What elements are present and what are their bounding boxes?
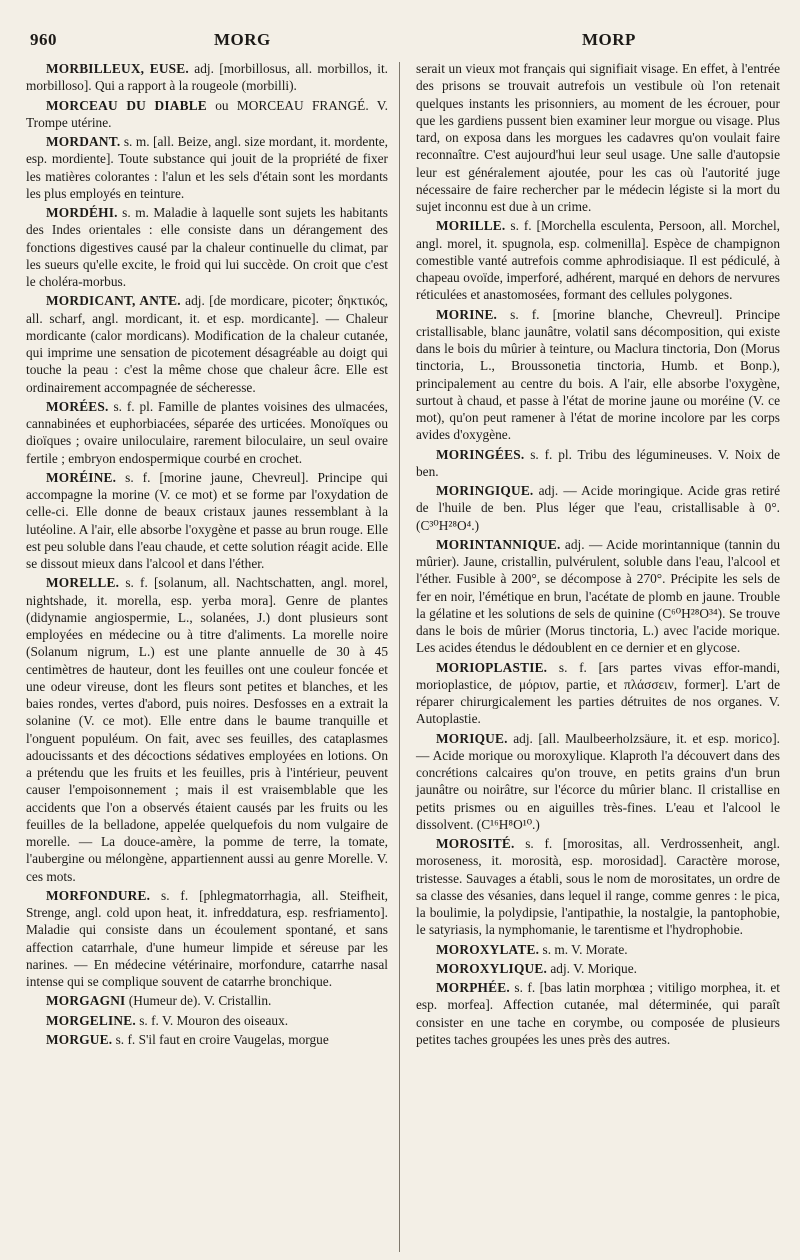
- entry-headword: MORILLE.: [436, 218, 506, 234]
- dictionary-entry: [416, 960, 780, 977]
- dictionary-entry: [26, 1012, 388, 1029]
- dictionary-entry: [26, 60, 388, 95]
- right-guide-word: MORP: [582, 30, 636, 49]
- left-column: [26, 60, 388, 1050]
- dictionary-entry: [416, 60, 780, 215]
- dictionary-entry: [26, 292, 388, 396]
- entry-text: (Humeur de). V. Cristallin.: [128, 993, 272, 1009]
- right-column: [416, 60, 780, 1050]
- dictionary-entry: [416, 730, 780, 834]
- entry-text: s. f. S'il faut en croire Vaugelas, morgue: [115, 1031, 329, 1047]
- entry-text: adj. [de mordicare, picoter; δηκτικός, all. scharf, angl. mordicant, it. et esp. mordicante]. — Chaleur mordicante (calor mordicans). Modification de la chaleur cutanée, qui imprime une sensation de picotement désagréable au doigt qui touche la peau : c'est la même chose que chaleur âcre. Elle est ordinairement accompagnée de sécheresse.: [26, 293, 388, 395]
- dictionary-entry: [416, 941, 780, 958]
- entry-headword: MOROSITÉ.: [436, 836, 515, 851]
- dictionary-entry: [416, 536, 780, 657]
- entry-headword: MORCEAU DU DIABLE: [46, 97, 207, 113]
- entry-text: s. m. [all. Beize, angl. size mordant, it. mordente, esp. mordiente]. Toute substance qui jouit de la propriété de fixer les matières colorantes : l'alun et les sels d'étain sont les mordants les plus employés en teinture.: [26, 134, 388, 201]
- dictionary-entry: [416, 217, 780, 303]
- entry-headword: MOROXYLIQUE.: [436, 960, 548, 976]
- entry-headword: MORÉES.: [46, 398, 109, 414]
- page-number: 960: [30, 30, 57, 49]
- entry-headword: MORBILLEUX, EUSE.: [46, 61, 189, 76]
- entry-text: s. m. V. Morate.: [542, 941, 628, 957]
- dictionary-entry: [26, 1031, 388, 1048]
- entry-headword: MORPHÉE.: [436, 980, 510, 995]
- dictionary-entry: [26, 469, 388, 573]
- entry-text: s. f. V. Mouron des oiseaux.: [139, 1012, 289, 1028]
- dictionary-entry: [26, 398, 388, 467]
- entry-headword: MORGELINE.: [46, 1012, 136, 1028]
- entry-headword: MORDICANT, ANTE.: [46, 293, 181, 309]
- dictionary-entry: [416, 835, 780, 939]
- left-guide-word: MORG: [214, 30, 271, 49]
- entry-text: adj. — Acide morintannique (tannin du mûrier). Jaune, cristallin, pulvérulent, soluble dans l'eau, l'alcool et l'éther. Fusible à 200°, se décompose à 270°. Précipite les sels de fer en noir, l'émétique en brun, l'acétate de plomb en jaune. Trouble la gélatine et les solutions de sels de quinine (C⁶⁰H²⁸O³⁴). Se trouve dans le bois de mûrier (Morus tinctoria, L.) avec l'acide morique. Les acides étendus le dédoublent en ce dernier et en glycose.: [416, 536, 780, 656]
- entry-text: adj. — Acide moringique. Acide gras retiré de l'huile de ben. Plus léger que l'eau, cristallisable à 0°. (C³⁰H²⁸O⁴.): [416, 483, 780, 533]
- entry-headword: MORÉINE.: [46, 469, 117, 485]
- entry-text: ou MORCEAU FRANGÉ. V. Trompe utérine.: [26, 97, 388, 130]
- entry-headword: MORGUE.: [46, 1031, 113, 1047]
- columns: [26, 60, 780, 1050]
- dictionary-entry: [416, 979, 780, 1048]
- entry-text: s. f. [phlegmatorrhagia, all. Steifheit, Strenge, angl. cold upon heat, it. infreddatura, esp. resfriamento]. Maladie qui consiste dans un écoulement spontané, et sans affection catarrhale, d'une humeur limpide et séreuse par les narines. — En médecine vétérinaire, morfondure, catarrhe nasal intense qui se complique souvent de catarrhe bronchique.: [26, 887, 388, 989]
- entry-headword: MORELLE.: [46, 575, 120, 591]
- entry-text: serait un vieux mot français qui signifiait visage. En effet, à l'entrée des prisons se trouvait autrefois un vestibule où l'on retenait quelques instants les prisonniers, au moment de les écrouer, pour que les gardiens pussent bien examiner leur morgue ou visage. Plus tard, on exposa dans les morgues les cadavres qu'on voulait faire reconnaître. C'est aujourd'hui leur seul usage. Une salle d'autopsie leur est généralement ajoutée, pour les cas où l'autorité juge nécessaire de faire rechercher par le médecin légiste si la mort du sujet inconnu est due à un crime.: [416, 61, 780, 214]
- entry-text: adj. [morbillosus, all. morbillos, it. morbilloso]. Qui a rapport à la rougeole (morbilli).: [26, 61, 388, 94]
- dictionary-entry: [416, 446, 780, 481]
- entry-text: s. f. [bas latin morphœa ; vitiligo morphea, it. et esp. morfea]. Affection cutanée, mal déterminée, qui paraît consister en une tache en corymbe, ou composée de plusieurs petites taches groupées les unes près des autres.: [416, 980, 780, 1047]
- entry-text: s. f. [solanum, all. Nachtschatten, angl. morel, nightshade, it. morella, esp. yerba mora]. Genre de plantes (didynamie angiospermie, L., solanées, J.) dont plusieurs sont employées en médecine ou à titre d'aliments. La morelle noire (Solanum nigrum, L.) est une plante annuelle de 30 à 45 centimètres de hauteur, dont les feuilles ont une couleur foncée et une odeur vireuse, dont les fleurs sont petites et blanches, et les baies rondes, vertes d'abord, puis noires. Desfosses en a extrait la solanine (V. ce mot). Elle entre dans le baume tranquille et l'onguent populéum. On fait, avec ses feuilles, des cataplasmes adoucissants et des décoctions sédatives employées en lotions. On a prétendu que les fruits et les feuilles, pris à l'intérieur, peuvent causer l'empoisonnement ; mais il est vraisemblable que les accidents que l'on a observés étaient causés par les fruits ou les feuilles de la belladone, appelée quelquefois du nom vulgaire de morelle. — La douce-amère, la pomme de terre, la tomate, l'aubergine ou mélongène, appartiennent aussi au genre Morelle. V. ces mots.: [26, 575, 388, 884]
- entry-headword: MORIQUE.: [436, 730, 508, 746]
- entry-headword: MORINGÉES.: [436, 446, 525, 462]
- entry-headword: MORINE.: [436, 306, 498, 322]
- entry-headword: MORGAGNI: [46, 993, 126, 1009]
- entry-headword: MORINTANNIQUE.: [436, 536, 561, 552]
- dictionary-entry: [26, 204, 388, 290]
- entry-text: s. f. pl. Tribu des légumineuses. V. Noix de ben.: [416, 446, 780, 479]
- dictionary-entry: [26, 133, 388, 202]
- entry-headword: MOROXYLATE.: [436, 941, 540, 957]
- entry-text: s. f. [Morchella esculenta, Persoon, all. Morchel, angl. morel, it. spugnola, esp. colmenilla]. Espèce de champignon comestible vanté autrefois comme aphrodisiaque. Il est pédiculé, à chapeau ovoïde, imperforé, adhérent, marqué en dehors de nervures réticulées et anastomosées, formant des cellules polygones.: [416, 218, 780, 303]
- entry-text: s. f. [ars partes vivas effor-mandi, morioplastice, de μόριον, partie, et πλάσσειν, former]. L'art de réparer chirurgicalement les parties détruites de nos organes. V. Autoplastie.: [416, 659, 780, 727]
- column-divider: [399, 62, 400, 1252]
- dictionary-entry: [26, 992, 388, 1009]
- entry-text: s. f. [morine blanche, Chevreul]. Principe cristallisable, blanc jaunâtre, volatil sans décomposition, qui existe dans le bois du mûrier à teinture, ou Maclura tinctoria, Don (Morus tinctoria, L., Broussonetia tinctoria, Humb. et Bonp.), principalement au centre du bois. A l'air, elle absorbe l'oxygène, surtout à chaud, et passe à l'état de morine jaune ou moréine (V. ce mot), qu'on peut ramener à l'état de morine incolore par les corps avides d'oxygène.: [416, 306, 780, 443]
- entry-text: s. f. [morine jaune, Chevreul]. Principe qui accompagne la morine (V. ce mot) et se forme par l'oxydation de celle-ci. Elle donne de beaux cristaux jaunes ressemblant à la lutéoline. A l'air, elle absorbe l'oxygène et passe au brun rouge. Elle est peu soluble dans l'eau chaude, et cette solution réagit acide. Elle se dissout mieux dans l'alcool et dans l'éther.: [26, 469, 388, 571]
- dictionary-entry: [26, 97, 388, 132]
- entry-text: s. m. Maladie à laquelle sont sujets les habitants des Indes orientales : elle consiste dans un dérangement des fonctions digestives causé par la chaleur continuelle du climat, par les sueurs qu'elle excite, le froid qui lui succède. On croit que c'est le choléra-morbus.: [26, 205, 388, 289]
- entry-headword: MORDÉHI.: [46, 205, 118, 220]
- dictionary-entry: [416, 306, 780, 444]
- dictionary-entry: [26, 574, 388, 885]
- entry-text: s. f. pl. Famille de plantes voisines des ulmacées, cannabinées et euphorbiacées, séparée des urticées. Monoïques ou dioïques ; ovaire uniloculaire, rarement biloculaire, un seul ovaire fertile ; embryon endospermique courbé en crochet.: [26, 398, 388, 466]
- entry-text: adj. V. Morique.: [550, 960, 637, 976]
- entry-text: adj. [all. Maulbeerholzsäure, it. et esp. morico]. — Acide morique ou moroxylique. Klaproth l'a découvert dans des concrétions calcaires qu'on trouve, en petits grains d'un brun jaunâtre ou noirâtre, sur l'écorce du mûrier blanc. Il cristallise en petits prismes ou en aiguilles très-fines. L'eau et l'alcool le dissolvent. (C¹⁶H⁸O¹⁰.): [416, 730, 780, 832]
- entry-headword: MORFONDURE.: [46, 887, 151, 903]
- entry-text: s. f. [morositas, all. Verdrossenheit, angl. moroseness, it. morosità, esp. morosidad]. Caractère morose, tristesse. Sauvages a établi, sous le nom de morositates, un ordre de sa classe des vésanies, dans lequel il range, comme genres : le pica, la boulimie, la polydipsie, l'antipathie, la nostalgie, la pantophobie, le satyriasis, la nymphomanie, le tarentisme et l'hydrophobie.: [416, 836, 780, 938]
- entry-headword: MORINGIQUE.: [436, 483, 534, 498]
- dictionary-entry: [416, 659, 780, 728]
- page-header: [26, 26, 780, 60]
- dictionary-entry: [26, 887, 388, 991]
- dictionary-entry: [416, 482, 780, 534]
- entry-headword: MORDANT.: [46, 134, 121, 149]
- entry-headword: MORIOPLASTIE.: [436, 659, 548, 675]
